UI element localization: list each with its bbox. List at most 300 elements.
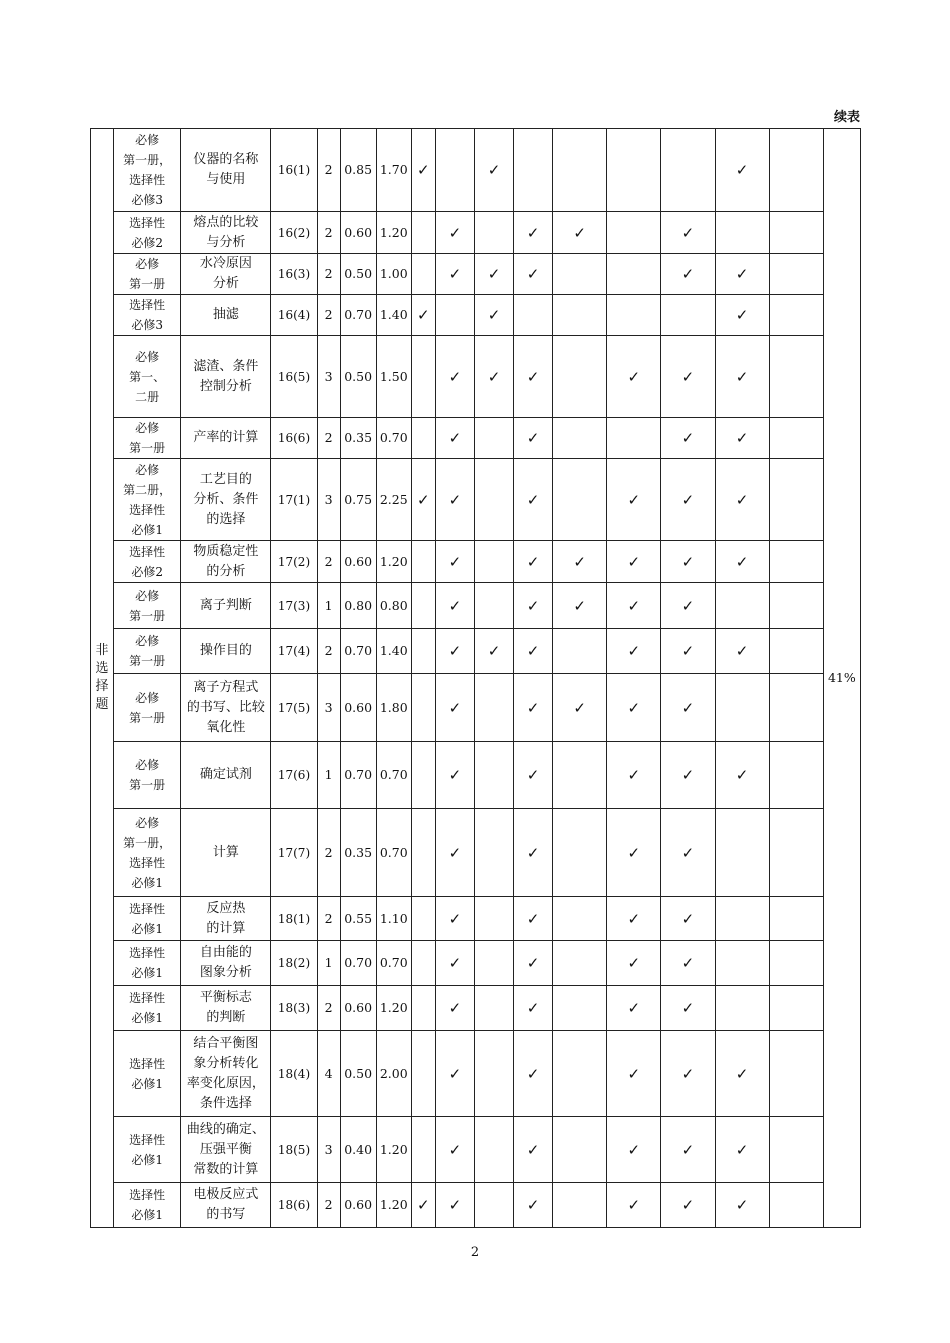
checkmark-cell [514, 295, 553, 336]
knowledge-cell: 曲线的确定、 压强平衡 常数的计算 [181, 1117, 271, 1183]
module-cell: 选择性 必修2 [114, 212, 181, 254]
continued-label: 续表 [833, 110, 860, 125]
average-score-cell: 1.80 [376, 674, 411, 742]
checkmark-cell [769, 742, 823, 809]
checkmark-cell: ✓ [661, 941, 715, 986]
difficulty-cell: 0.70 [340, 295, 376, 336]
checkmark-cell [474, 674, 513, 742]
checkmark-cell: ✓ [435, 1117, 474, 1183]
checkmark-cell: ✓ [474, 295, 513, 336]
checkmark-cell: ✓ [607, 1183, 661, 1228]
checkmark-cell: ✓ [607, 541, 661, 583]
checkmark-cell [553, 941, 607, 986]
checkmark-cell [769, 1031, 823, 1117]
score-cell: 1 [317, 941, 340, 986]
checkmark-cell: ✓ [514, 897, 553, 941]
question-number-cell: 16(5) [271, 336, 317, 418]
checkmark-cell: ✓ [435, 254, 474, 295]
checkmark-cell [553, 254, 607, 295]
difficulty-cell: 0.50 [340, 1031, 376, 1117]
checkmark-cell [411, 809, 435, 897]
checkmark-cell: ✓ [514, 1117, 553, 1183]
checkmark-cell [769, 212, 823, 254]
checkmark-cell [435, 129, 474, 212]
average-score-cell: 0.70 [376, 809, 411, 897]
module-cell: 选择性 必修1 [114, 897, 181, 941]
checkmark-cell [769, 541, 823, 583]
checkmark-cell [411, 674, 435, 742]
checkmark-cell [435, 295, 474, 336]
average-score-cell: 1.00 [376, 254, 411, 295]
checkmark-cell [411, 986, 435, 1031]
module-cell: 选择性 必修1 [114, 1183, 181, 1228]
checkmark-cell: ✓ [661, 742, 715, 809]
curriculum-analysis-table [90, 128, 861, 1228]
checkmark-cell: ✓ [661, 897, 715, 941]
checkmark-cell [661, 129, 715, 212]
difficulty-cell: 0.75 [340, 459, 376, 541]
checkmark-cell: ✓ [661, 1183, 715, 1228]
difficulty-cell: 0.60 [340, 1183, 376, 1228]
checkmark-cell: ✓ [607, 897, 661, 941]
checkmark-cell: ✓ [514, 742, 553, 809]
checkmark-cell: ✓ [435, 583, 474, 629]
module-cell: 必修 第一册 [114, 629, 181, 674]
checkmark-cell [553, 986, 607, 1031]
checkmark-cell: ✓ [514, 629, 553, 674]
checkmark-cell [769, 583, 823, 629]
proportion-cell: 41% [823, 129, 860, 1228]
difficulty-cell: 0.80 [340, 583, 376, 629]
checkmark-cell: ✓ [435, 986, 474, 1031]
average-score-cell: 1.20 [376, 212, 411, 254]
module-cell: 必修 第一册 [114, 583, 181, 629]
module-cell: 选择性 必修3 [114, 295, 181, 336]
checkmark-cell [553, 295, 607, 336]
checkmark-cell: ✓ [661, 583, 715, 629]
checkmark-cell [769, 674, 823, 742]
question-number-cell: 17(6) [271, 742, 317, 809]
checkmark-cell: ✓ [514, 336, 553, 418]
checkmark-cell [769, 1117, 823, 1183]
score-cell: 2 [317, 129, 340, 212]
checkmark-cell [715, 986, 769, 1031]
checkmark-cell: ✓ [474, 336, 513, 418]
checkmark-cell [474, 1117, 513, 1183]
average-score-cell: 0.80 [376, 583, 411, 629]
question-number-cell: 18(3) [271, 986, 317, 1031]
module-cell: 必修 第一册 [114, 742, 181, 809]
checkmark-cell [411, 897, 435, 941]
checkmark-cell: ✓ [661, 629, 715, 674]
checkmark-cell [411, 1031, 435, 1117]
checkmark-cell [769, 418, 823, 459]
checkmark-cell: ✓ [607, 986, 661, 1031]
checkmark-cell [553, 897, 607, 941]
average-score-cell: 1.20 [376, 541, 411, 583]
question-number-cell: 17(2) [271, 541, 317, 583]
knowledge-cell: 仪器的名称 与使用 [181, 129, 271, 212]
checkmark-cell [474, 541, 513, 583]
checkmark-cell [474, 459, 513, 541]
checkmark-cell [769, 809, 823, 897]
table-row [91, 986, 861, 1031]
checkmark-cell [553, 418, 607, 459]
checkmark-cell: ✓ [435, 674, 474, 742]
checkmark-cell [411, 418, 435, 459]
checkmark-cell [553, 1117, 607, 1183]
checkmark-cell: ✓ [435, 742, 474, 809]
table-row [91, 295, 861, 336]
checkmark-cell [769, 1183, 823, 1228]
table-row [91, 1183, 861, 1228]
average-score-cell: 1.20 [376, 986, 411, 1031]
checkmark-cell: ✓ [607, 629, 661, 674]
checkmark-cell: ✓ [715, 295, 769, 336]
question-number-cell: 18(2) [271, 941, 317, 986]
checkmark-cell [769, 986, 823, 1031]
score-cell: 2 [317, 629, 340, 674]
checkmark-cell: ✓ [435, 1031, 474, 1117]
checkmark-cell [474, 212, 513, 254]
score-cell: 3 [317, 1117, 340, 1183]
question-number-cell: 16(6) [271, 418, 317, 459]
checkmark-cell [553, 1183, 607, 1228]
checkmark-cell: ✓ [411, 459, 435, 541]
checkmark-cell: ✓ [514, 1031, 553, 1117]
checkmark-cell [769, 459, 823, 541]
table-row [91, 541, 861, 583]
module-cell: 必修 第一、 二册 [114, 336, 181, 418]
checkmark-cell: ✓ [435, 336, 474, 418]
knowledge-cell: 操作目的 [181, 629, 271, 674]
checkmark-cell: ✓ [661, 1031, 715, 1117]
module-cell: 必修 第二册， 选择性 必修1 [114, 459, 181, 541]
checkmark-cell [411, 742, 435, 809]
checkmark-cell: ✓ [715, 459, 769, 541]
table-row [91, 629, 861, 674]
difficulty-cell: 0.55 [340, 897, 376, 941]
category-label: 非选择题 [95, 642, 109, 712]
module-cell: 必修 第一册， 选择性 必修1 [114, 809, 181, 897]
checkmark-cell [715, 809, 769, 897]
difficulty-cell: 0.70 [340, 629, 376, 674]
checkmark-cell: ✓ [514, 941, 553, 986]
score-cell: 2 [317, 295, 340, 336]
module-cell: 选择性 必修1 [114, 941, 181, 986]
checkmark-cell: ✓ [514, 541, 553, 583]
checkmark-cell: ✓ [715, 254, 769, 295]
question-number-cell: 16(1) [271, 129, 317, 212]
average-score-cell: 0.70 [376, 418, 411, 459]
knowledge-cell: 计算 [181, 809, 271, 897]
knowledge-cell: 工艺目的 分析、条件 的选择 [181, 459, 271, 541]
table-row [91, 941, 861, 986]
question-number-cell: 17(1) [271, 459, 317, 541]
score-cell: 2 [317, 1183, 340, 1228]
table-row [91, 583, 861, 629]
score-cell: 1 [317, 742, 340, 809]
checkmark-cell [474, 986, 513, 1031]
average-score-cell: 1.40 [376, 295, 411, 336]
checkmark-cell: ✓ [514, 583, 553, 629]
difficulty-cell: 0.85 [340, 129, 376, 212]
checkmark-cell [769, 941, 823, 986]
checkmark-cell: ✓ [661, 459, 715, 541]
checkmark-cell [474, 1183, 513, 1228]
average-score-cell: 1.10 [376, 897, 411, 941]
difficulty-cell: 0.35 [340, 809, 376, 897]
module-cell: 必修 第一册 [114, 674, 181, 742]
module-cell: 选择性 必修1 [114, 986, 181, 1031]
checkmark-cell: ✓ [514, 809, 553, 897]
module-cell: 必修 第一册， 选择性 必修3 [114, 129, 181, 212]
checkmark-cell [715, 897, 769, 941]
score-cell: 4 [317, 1031, 340, 1117]
checkmark-cell [474, 1031, 513, 1117]
difficulty-cell: 0.50 [340, 336, 376, 418]
average-score-cell: 1.50 [376, 336, 411, 418]
average-score-cell: 1.20 [376, 1183, 411, 1228]
checkmark-cell: ✓ [715, 1117, 769, 1183]
checkmark-cell: ✓ [715, 336, 769, 418]
checkmark-cell [474, 809, 513, 897]
checkmark-cell: ✓ [661, 254, 715, 295]
knowledge-cell: 确定试剂 [181, 742, 271, 809]
checkmark-cell: ✓ [715, 742, 769, 809]
checkmark-cell [474, 897, 513, 941]
page-number: 2 [470, 1245, 480, 1260]
question-number-cell: 18(1) [271, 897, 317, 941]
difficulty-cell: 0.60 [340, 541, 376, 583]
knowledge-cell: 抽滤 [181, 295, 271, 336]
checkmark-cell [769, 129, 823, 212]
checkmark-cell: ✓ [607, 336, 661, 418]
checkmark-cell [769, 629, 823, 674]
module-cell: 选择性 必修2 [114, 541, 181, 583]
checkmark-cell [411, 541, 435, 583]
checkmark-cell: ✓ [607, 742, 661, 809]
question-number-cell: 17(5) [271, 674, 317, 742]
table-row [91, 809, 861, 897]
checkmark-cell [553, 629, 607, 674]
knowledge-cell: 物质稳定性 的分析 [181, 541, 271, 583]
score-cell: 2 [317, 541, 340, 583]
module-cell: 必修 第一册 [114, 418, 181, 459]
knowledge-cell: 水冷原因 分析 [181, 254, 271, 295]
question-number-cell: 16(4) [271, 295, 317, 336]
checkmark-cell: ✓ [435, 897, 474, 941]
question-number-cell: 18(5) [271, 1117, 317, 1183]
checkmark-cell: ✓ [553, 674, 607, 742]
checkmark-cell: ✓ [474, 254, 513, 295]
table-body [91, 129, 861, 1228]
checkmark-cell [474, 941, 513, 986]
checkmark-cell: ✓ [607, 809, 661, 897]
checkmark-cell [607, 295, 661, 336]
checkmark-cell [715, 212, 769, 254]
checkmark-cell [411, 212, 435, 254]
score-cell: 2 [317, 418, 340, 459]
checkmark-cell [553, 129, 607, 212]
table-row [91, 1031, 861, 1117]
checkmark-cell: ✓ [435, 212, 474, 254]
checkmark-cell [715, 674, 769, 742]
checkmark-cell [411, 254, 435, 295]
score-cell: 3 [317, 336, 340, 418]
checkmark-cell: ✓ [435, 1183, 474, 1228]
checkmark-cell [661, 295, 715, 336]
knowledge-cell: 离子判断 [181, 583, 271, 629]
checkmark-cell [474, 583, 513, 629]
checkmark-cell: ✓ [607, 1031, 661, 1117]
average-score-cell: 0.70 [376, 742, 411, 809]
question-number-cell: 17(3) [271, 583, 317, 629]
checkmark-cell: ✓ [553, 583, 607, 629]
checkmark-cell: ✓ [435, 941, 474, 986]
table-row [91, 742, 861, 809]
checkmark-cell: ✓ [661, 418, 715, 459]
checkmark-cell: ✓ [661, 986, 715, 1031]
score-cell: 2 [317, 986, 340, 1031]
checkmark-cell: ✓ [607, 941, 661, 986]
table-row [91, 129, 861, 212]
checkmark-cell [607, 254, 661, 295]
score-cell: 2 [317, 897, 340, 941]
question-number-cell: 16(3) [271, 254, 317, 295]
checkmark-cell: ✓ [411, 129, 435, 212]
checkmark-cell: ✓ [435, 541, 474, 583]
knowledge-cell: 电极反应式 的书写 [181, 1183, 271, 1228]
score-cell: 2 [317, 809, 340, 897]
difficulty-cell: 0.35 [340, 418, 376, 459]
checkmark-cell [769, 254, 823, 295]
difficulty-cell: 0.60 [340, 986, 376, 1031]
checkmark-cell: ✓ [411, 1183, 435, 1228]
checkmark-cell: ✓ [474, 129, 513, 212]
checkmark-cell: ✓ [607, 583, 661, 629]
difficulty-cell: 0.40 [340, 1117, 376, 1183]
question-number-cell: 17(7) [271, 809, 317, 897]
checkmark-cell: ✓ [514, 212, 553, 254]
checkmark-cell [607, 418, 661, 459]
checkmark-cell: ✓ [514, 459, 553, 541]
category-cell [91, 129, 114, 1228]
checkmark-cell: ✓ [715, 129, 769, 212]
knowledge-cell: 熔点的比较 与分析 [181, 212, 271, 254]
question-number-cell: 18(4) [271, 1031, 317, 1117]
score-cell: 3 [317, 674, 340, 742]
score-cell: 2 [317, 254, 340, 295]
checkmark-cell: ✓ [553, 541, 607, 583]
difficulty-cell: 0.50 [340, 254, 376, 295]
checkmark-cell: ✓ [607, 674, 661, 742]
knowledge-cell: 平衡标志 的判断 [181, 986, 271, 1031]
question-number-cell: 17(4) [271, 629, 317, 674]
checkmark-cell: ✓ [715, 541, 769, 583]
difficulty-cell: 0.60 [340, 212, 376, 254]
module-cell: 必修 第一册 [114, 254, 181, 295]
checkmark-cell [411, 1117, 435, 1183]
checkmark-cell: ✓ [661, 1117, 715, 1183]
table-row [91, 897, 861, 941]
difficulty-cell: 0.60 [340, 674, 376, 742]
knowledge-cell: 滤渣、条件 控制分析 [181, 336, 271, 418]
checkmark-cell [411, 336, 435, 418]
checkmark-cell: ✓ [514, 254, 553, 295]
checkmark-cell: ✓ [715, 629, 769, 674]
checkmark-cell [715, 583, 769, 629]
knowledge-cell: 产率的计算 [181, 418, 271, 459]
checkmark-cell: ✓ [661, 212, 715, 254]
question-number-cell: 18(6) [271, 1183, 317, 1228]
checkmark-cell [474, 418, 513, 459]
checkmark-cell [607, 212, 661, 254]
checkmark-cell: ✓ [435, 418, 474, 459]
table-row [91, 418, 861, 459]
checkmark-cell: ✓ [715, 1031, 769, 1117]
checkmark-cell: ✓ [553, 212, 607, 254]
average-score-cell: 2.00 [376, 1031, 411, 1117]
checkmark-cell [474, 742, 513, 809]
checkmark-cell [553, 809, 607, 897]
checkmark-cell: ✓ [715, 418, 769, 459]
checkmark-cell [769, 295, 823, 336]
score-cell: 3 [317, 459, 340, 541]
checkmark-cell [715, 941, 769, 986]
checkmark-cell [553, 336, 607, 418]
checkmark-cell: ✓ [607, 459, 661, 541]
checkmark-cell [769, 897, 823, 941]
checkmark-cell: ✓ [435, 459, 474, 541]
average-score-cell: 1.40 [376, 629, 411, 674]
checkmark-cell: ✓ [661, 809, 715, 897]
checkmark-cell: ✓ [514, 1183, 553, 1228]
checkmark-cell: ✓ [514, 986, 553, 1031]
question-number-cell: 16(2) [271, 212, 317, 254]
average-score-cell: 0.70 [376, 941, 411, 986]
table-row [91, 336, 861, 418]
score-cell: 1 [317, 583, 340, 629]
checkmark-cell [411, 629, 435, 674]
checkmark-cell: ✓ [514, 418, 553, 459]
difficulty-cell: 0.70 [340, 742, 376, 809]
checkmark-cell [553, 742, 607, 809]
table-row [91, 212, 861, 254]
checkmark-cell: ✓ [435, 629, 474, 674]
knowledge-cell: 反应热 的计算 [181, 897, 271, 941]
checkmark-cell: ✓ [435, 809, 474, 897]
checkmark-cell: ✓ [661, 336, 715, 418]
table-row [91, 1117, 861, 1183]
average-score-cell: 2.25 [376, 459, 411, 541]
checkmark-cell: ✓ [411, 295, 435, 336]
checkmark-cell: ✓ [474, 629, 513, 674]
average-score-cell: 1.20 [376, 1117, 411, 1183]
average-score-cell: 1.70 [376, 129, 411, 212]
difficulty-cell: 0.70 [340, 941, 376, 986]
checkmark-cell [553, 459, 607, 541]
knowledge-cell: 自由能的 图象分析 [181, 941, 271, 986]
checkmark-cell: ✓ [661, 541, 715, 583]
module-cell: 选择性 必修1 [114, 1117, 181, 1183]
checkmark-cell: ✓ [514, 674, 553, 742]
score-cell: 2 [317, 212, 340, 254]
checkmark-cell: ✓ [607, 1117, 661, 1183]
checkmark-cell [553, 1031, 607, 1117]
module-cell: 选择性 必修1 [114, 1031, 181, 1117]
knowledge-cell: 离子方程式 的书写、比较 氧化性 [181, 674, 271, 742]
